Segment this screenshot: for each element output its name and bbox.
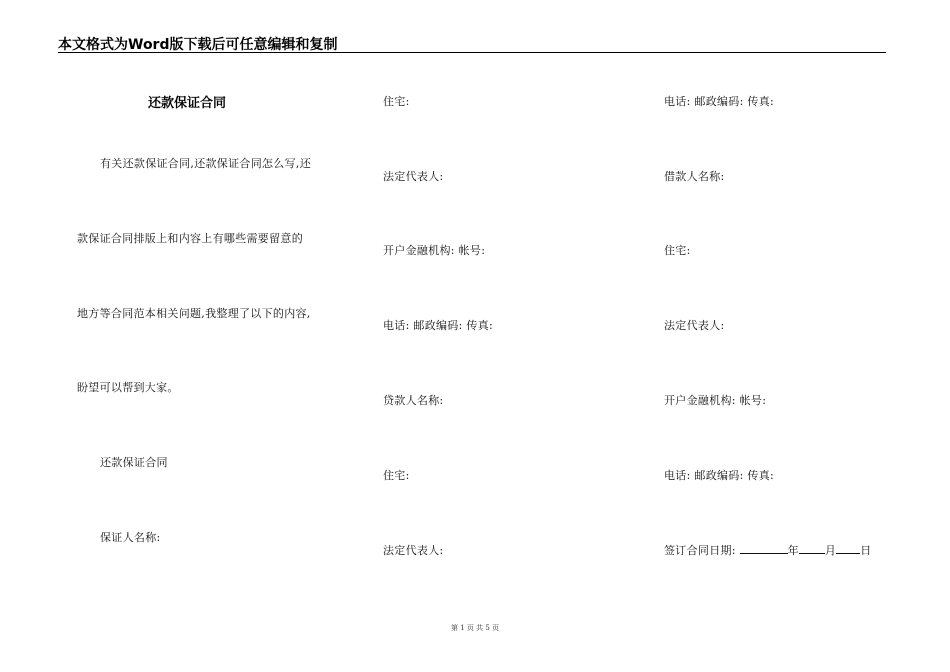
year-blank xyxy=(740,543,788,554)
lender-address-field: 住宅: xyxy=(383,469,410,482)
borrower-contact-field: 电话: 邮政编码: 传真: xyxy=(664,469,775,482)
guarantor-name-field: 保证人名称: xyxy=(100,531,161,544)
guarantor-bank-account-field: 开户金融机构: 帐号: xyxy=(383,244,486,257)
header-divider xyxy=(58,52,886,53)
day-label: 日 xyxy=(860,544,872,557)
intro-line-2: 款保证合同排版上和内容上有哪些需要留意的 xyxy=(77,232,303,245)
month-label: 月 xyxy=(824,544,837,557)
month-blank xyxy=(799,543,825,554)
guarantor-legal-rep-field: 法定代表人: xyxy=(383,170,444,183)
sign-date-field xyxy=(664,542,872,558)
document-title: 还款保证合同 xyxy=(148,96,227,111)
page-number: 第 1 页 共 5 页 xyxy=(450,624,500,632)
guarantor-address-field: 住宅: xyxy=(383,95,410,108)
intro-line-1: 有关还款保证合同,还款保证合同怎么写,还 xyxy=(100,157,311,170)
borrower-name-field: 借款人名称: xyxy=(664,170,725,183)
intro-line-3: 地方等合同范本相关问题,我整理了以下的内容, xyxy=(77,307,311,320)
sign-date-label: 签订合同日期: xyxy=(664,544,736,557)
guarantor-contact-field: 电话: 邮政编码: 传真: xyxy=(383,319,494,332)
document-header: 本文格式为Word版下载后可任意编辑和复制 xyxy=(58,37,338,53)
intro-line-4: 盼望可以帮到大家。 xyxy=(77,381,179,394)
borrower-address-field: 住宅: xyxy=(664,244,691,257)
lender-name-field: 贷款人名称: xyxy=(383,394,444,407)
borrower-legal-rep-field: 法定代表人: xyxy=(664,319,725,332)
year-label: 年 xyxy=(787,544,799,557)
lender-contact-field: 电话: 邮政编码: 传真: xyxy=(664,95,775,108)
day-blank xyxy=(836,543,860,554)
lender-legal-rep-field: 法定代表人: xyxy=(383,544,444,557)
contract-heading: 还款保证合同 xyxy=(100,456,168,469)
borrower-bank-account-field: 开户金融机构: 帐号: xyxy=(664,394,767,407)
